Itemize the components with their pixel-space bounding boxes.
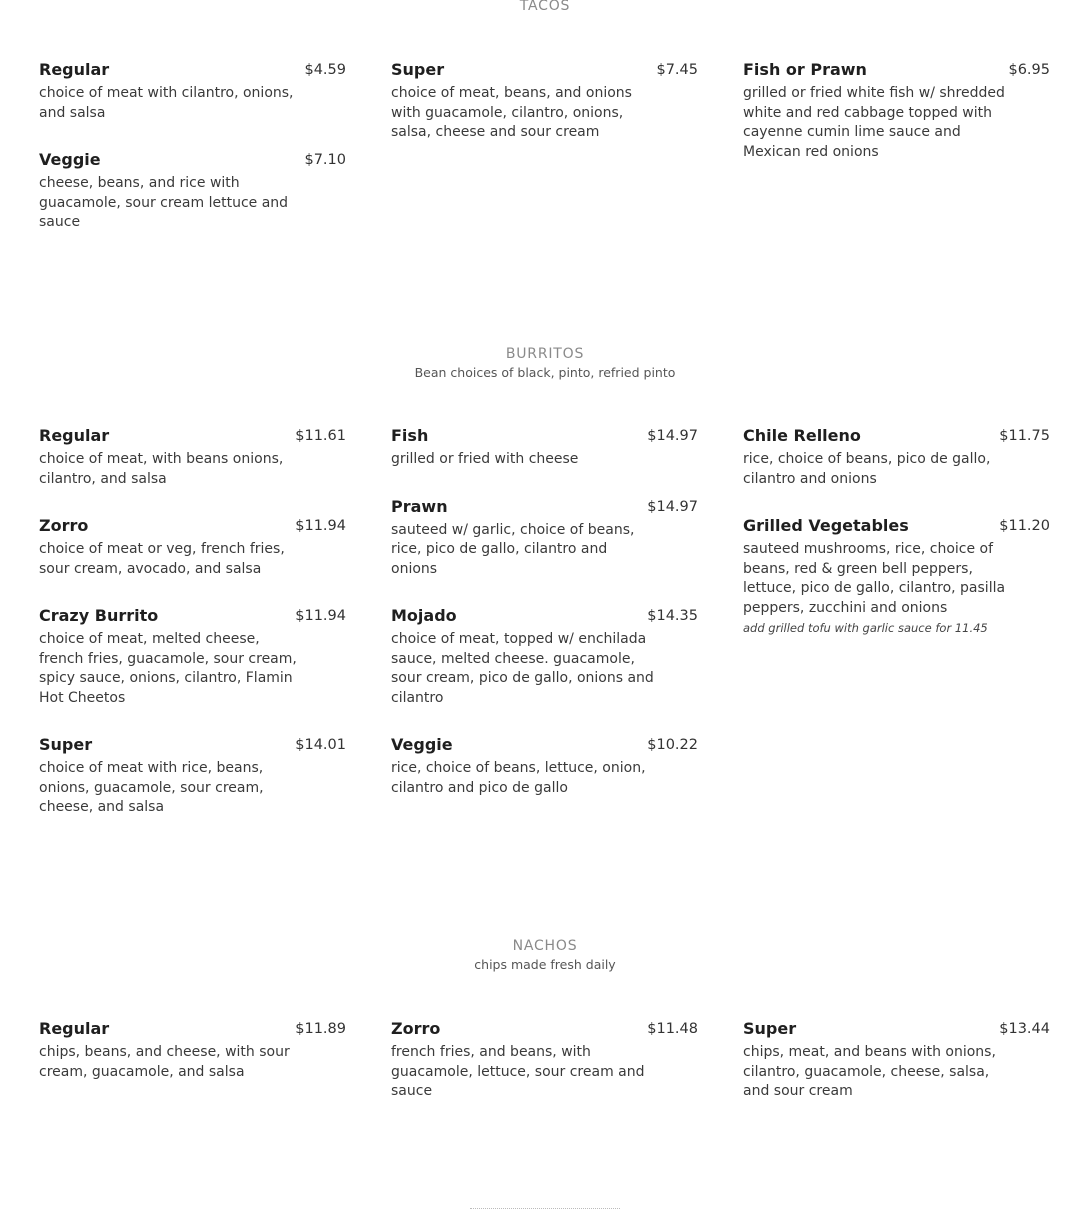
menu-item (39, 516, 346, 579)
item-name: Zorro (39, 516, 89, 535)
item-description: chips, meat, and beans with onions, cilantro, guacamole, cheese, salsa, and sour cream (743, 1044, 996, 1099)
item-name: Regular (39, 426, 110, 445)
item-description: chips, beans, and cheese, with sour cream, guacamole, and salsa (39, 1044, 290, 1080)
menu-item (39, 606, 346, 708)
item-price: $11.61 (295, 428, 346, 444)
item-name: Regular (39, 1019, 110, 1038)
item-price: $11.20 (999, 518, 1050, 534)
item-description: choice of meat, melted cheese, french fries, guacamole, sour cream, spicy sauce, onions, cilantro, Flamin Hot Cheetos (39, 631, 297, 706)
next-section-title-cutoff (470, 1205, 620, 1210)
item-description: sauteed mushrooms, rice, choice of beans, red & green bell peppers, lettuce, pico de gallo, cilantro, pasilla peppers, zucchini and onions (743, 541, 1006, 616)
item-description: cheese, beans, and rice with guacamole, sour cream lettuce and sauce (39, 175, 289, 230)
item-name: Super (391, 60, 445, 79)
item-name: Super (743, 1019, 797, 1038)
item-name: Veggie (39, 150, 101, 169)
section-subtitle: Bean choices of black, pinto, refried pinto (414, 365, 676, 380)
item-description: choice of meat, topped w/ enchilada sauce, melted cheese. guacamole, sour cream, pico de gallo, onions and cilantro (391, 631, 654, 706)
item-price: $14.97 (647, 428, 698, 444)
menu-item (743, 516, 1050, 636)
item-price: $11.89 (295, 1021, 346, 1037)
nachos-column-3 (743, 1019, 1050, 1129)
item-price: $14.35 (647, 608, 698, 624)
item-description: rice, choice of beans, pico de gallo, cilantro and onions (743, 451, 991, 487)
menu-item (391, 497, 698, 580)
divider (470, 1208, 620, 1209)
item-name: Fish (391, 426, 429, 445)
item-price: $4.59 (304, 62, 346, 78)
item-price: $7.45 (656, 62, 698, 78)
item-price: $11.94 (295, 608, 346, 624)
item-price: $10.22 (647, 737, 698, 753)
item-name: Prawn (391, 496, 448, 516)
menu-item (743, 60, 1050, 162)
item-description: sauteed w/ garlic, choice of beans, rice, pico de gallo, cilantro and onions (391, 521, 635, 577)
burritos-column-2 (391, 426, 698, 825)
item-name: Regular (39, 60, 110, 79)
nachos-column-2 (391, 1019, 698, 1129)
menu-item (391, 426, 698, 470)
item-description: choice of meat with cilantro, onions, and salsa (39, 85, 294, 121)
burritos-column-3 (743, 426, 1050, 663)
item-description: choice of meat, with beans onions, cilantro, and salsa (39, 451, 284, 487)
item-name: Mojado (391, 606, 457, 625)
item-price: $11.48 (647, 1021, 698, 1037)
menu-item (39, 150, 346, 233)
item-price: $6.95 (1008, 62, 1050, 78)
menu-item (391, 735, 698, 798)
item-price: $14.97 (647, 498, 698, 515)
item-description: choice of meat, beans, and onions with guacamole, cilantro, onions, salsa, cheese and sour cream (391, 85, 632, 140)
item-name: Fish or Prawn (743, 60, 867, 79)
item-price: $11.75 (999, 428, 1050, 444)
item-name: Super (39, 735, 93, 754)
item-description: choice of meat or veg, french fries, sour cream, avocado, and salsa (39, 541, 285, 577)
section-title: NACHOS (512, 938, 578, 954)
item-name: Zorro (391, 1019, 441, 1038)
tacos-column-3 (743, 60, 1050, 189)
menu-item (391, 1019, 698, 1102)
item-description: choice of meat with rice, beans, onions, guacamole, sour cream, cheese, and salsa (39, 760, 264, 815)
item-name: Grilled Vegetables (743, 516, 909, 535)
tacos-column-2 (391, 60, 698, 170)
item-note: add grilled tofu with garlic sauce for 11.45 (743, 621, 988, 635)
menu-item (391, 60, 698, 143)
item-price: $11.94 (295, 518, 346, 534)
item-price: $14.01 (295, 737, 346, 753)
menu-item (743, 1019, 1050, 1102)
tacos-column-1 (39, 60, 346, 260)
menu-item (39, 1019, 346, 1082)
item-description: grilled or fried white fish w/ shredded white and red cabbage topped with cayenne cumin lime sauce and Mexican red onions (743, 85, 1005, 160)
tacos-section (0, 0, 1090, 14)
burritos-section (0, 346, 1090, 380)
nachos-column-1 (39, 1019, 346, 1109)
item-price: $13.44 (999, 1021, 1050, 1037)
item-name: Veggie (391, 735, 453, 754)
item-name: Chile Relleno (743, 426, 861, 445)
item-price: $7.10 (304, 152, 346, 168)
menu-item (39, 426, 346, 489)
item-name: Crazy Burrito (39, 606, 159, 625)
section-title: BURRITOS (505, 346, 585, 362)
menu-item (743, 426, 1050, 489)
burritos-column-1 (39, 426, 346, 845)
item-description: grilled or fried with cheese (391, 451, 579, 467)
menu-item (39, 735, 346, 818)
nachos-section (0, 938, 1090, 972)
section-title: TACOS (519, 0, 571, 14)
section-subtitle: chips made fresh daily (474, 957, 616, 972)
menu-item (39, 60, 346, 123)
item-description: french fries, and beans, with guacamole, lettuce, sour cream and sauce (391, 1044, 645, 1099)
item-description: rice, choice of beans, lettuce, onion, cilantro and pico de gallo (391, 760, 646, 796)
menu-item (391, 606, 698, 708)
